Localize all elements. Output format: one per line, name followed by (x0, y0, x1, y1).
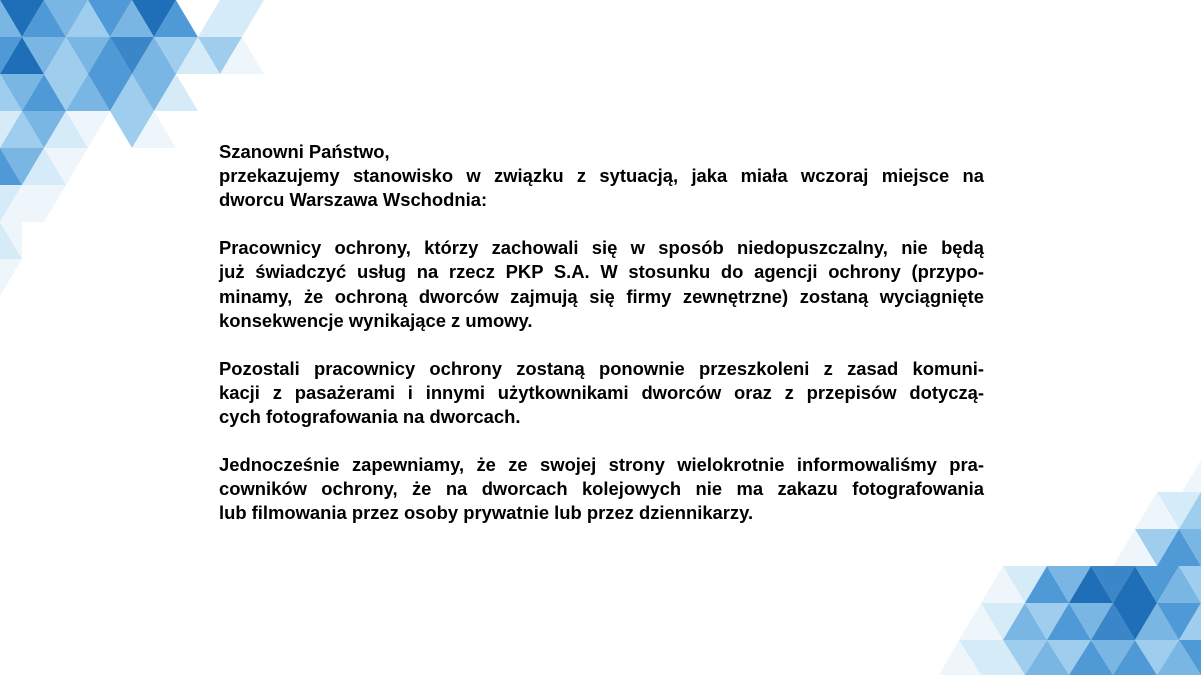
paragraph-line: Pozostali pracownicy ochrony zostaną ponownie przeszkoleni z zasad komuni- (219, 357, 984, 379)
intro-line: przekazujemy stanowisko w związku z sytuacją, jaka miała wczoraj miejsce na (219, 165, 984, 187)
paragraph-line: lub filmowania przez osoby prywatnie lub przez dziennikarzy. (219, 502, 754, 524)
paragraph-line: minamy, że ochroną dworców zajmują się firmy zewnętrzne) zostaną wyciągnięte (219, 285, 984, 307)
paragraph-line: już świadczyć usług na rzecz PKP S.A. W stosunku do agencji ochrony (przypo- (219, 261, 984, 283)
paragraph-gap (219, 212, 984, 236)
paragraph-line: Pracownicy ochrony, którzy zachowali się w sposób niedopuszczalny, nie będą (219, 237, 984, 259)
paragraph-gap (219, 333, 984, 357)
paragraph-gap (219, 429, 984, 453)
paragraph-security-staff (219, 236, 984, 332)
statement-letter (219, 140, 984, 526)
paragraph-line: Jednocześnie zapewniamy, że ze swojej strony wielokrotnie informowaliśmy pra- (219, 454, 984, 476)
paragraph-line: kacji z pasażerami i innymi użytkownikami dworców oraz z przepisów dotyczą- (219, 381, 984, 403)
paragraph-line: cowników ochrony, że na dworcach kolejowych nie ma zakazu fotografowania (219, 478, 984, 500)
intro-line: dworcu Warszawa Wschodnia: (219, 189, 488, 211)
paragraph-retraining (219, 357, 984, 429)
paragraph-line: cych fotografowania na dworcach. (219, 406, 521, 428)
paragraph-photography-policy (219, 453, 984, 525)
paragraph-line: konsekwencje wynikające z umowy. (219, 309, 533, 331)
salutation: Szanowni Państwo, (219, 141, 390, 162)
